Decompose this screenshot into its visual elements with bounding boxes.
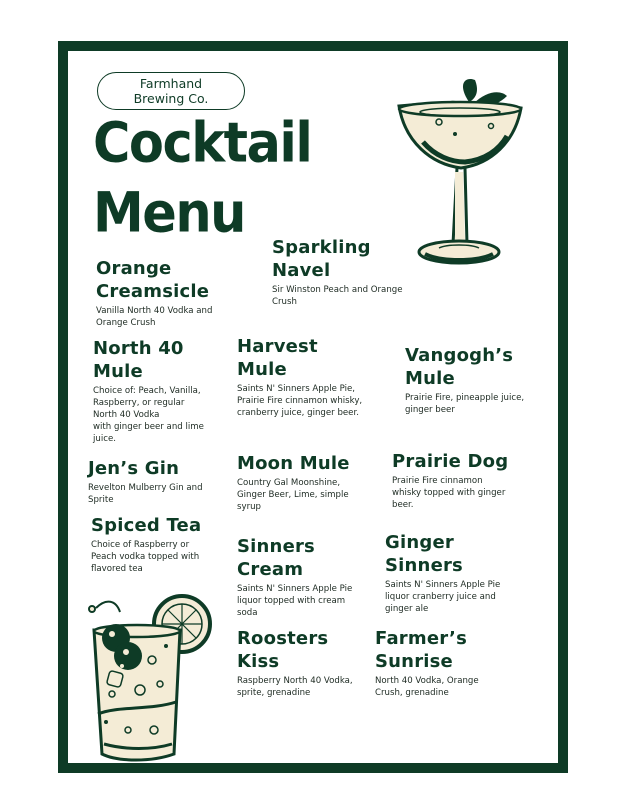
item-description: Sir Winston Peach and Orange Crush [272,285,403,307]
item-name: Prairie Dog [392,451,509,472]
brand-name-line2: Brewing Co. [133,91,209,106]
item-name: Harvest Mule [237,336,318,380]
menu-item-jens-gin [88,457,203,506]
menu-item-farmers-sunrise [375,627,479,699]
item-name: Sinners Cream [237,536,315,580]
item-name: Orange Creamsicle [96,258,210,302]
menu-item-orange-creamsicle [96,257,212,329]
menu-item-roosters-kiss [237,627,353,699]
menu-item-north-40-mule [93,337,204,445]
item-description: Vanilla North 40 Vodka and Orange Crush [96,306,213,328]
item-description: Country Gal Moonshine, Ginger Beer, Lime, simple syrup [237,478,349,512]
item-name: Jen’s Gin [88,458,180,479]
item-name: North 40 Mule [93,338,184,382]
item-name: Ginger Sinners [385,532,463,576]
brand-name-line1: Farmhand [139,76,203,91]
item-description: Choice of: Peach, Vanilla, Raspberry, or regular North 40 Vodka with ginger beer and lime juice. [93,386,204,444]
menu-item-ginger-sinners [385,531,500,615]
title-line2: Menu [93,181,245,246]
item-description: Prairie Fire, pineapple juice, ginger beer [405,393,525,415]
title-line1: Cocktail [93,111,312,176]
menu-item-moon-mule [237,452,350,513]
brand-badge [97,72,245,110]
menu-item-harvest-mule [237,335,362,419]
item-name: Spiced Tea [91,515,202,536]
item-name: Roosters Kiss [237,628,329,672]
item-name: Farmer’s Sunrise [375,628,468,672]
item-description: Prairie Fire cinnamon whisky topped with ginger beer. [392,476,506,510]
menu-item-vangoghs-mule [405,344,524,416]
item-description: Choice of Raspberry or Peach vodka topped with flavored tea [91,540,200,574]
highball-glass-icon [82,594,220,766]
menu-item-sparkling-navel [272,236,403,308]
item-description: Saints N' Sinners Apple Pie, Prairie Fire cinnamon whisky, cranberry juice, ginger beer. [237,384,363,418]
item-description: North 40 Vodka, Orange Crush, grenadine [375,676,479,698]
menu-item-prairie-dog [392,450,508,511]
menu-item-sinners-cream [237,535,352,619]
martini-glass-icon [395,72,527,272]
item-description: Saints N' Sinners Apple Pie liquor topped with cream soda [237,584,353,618]
item-description: Raspberry North 40 Vodka, sprite, grenadine [237,676,353,698]
item-name: Moon Mule [237,453,350,474]
item-name: Vangogh’s Mule [405,345,514,389]
item-description: Saints N' Sinners Apple Pie liquor cranberry juice and ginger ale [385,580,501,614]
item-name: Sparkling Navel [272,237,371,281]
item-description: Revelton Mulberry Gin and Sprite [88,483,203,505]
menu-item-spiced-tea [91,514,201,575]
